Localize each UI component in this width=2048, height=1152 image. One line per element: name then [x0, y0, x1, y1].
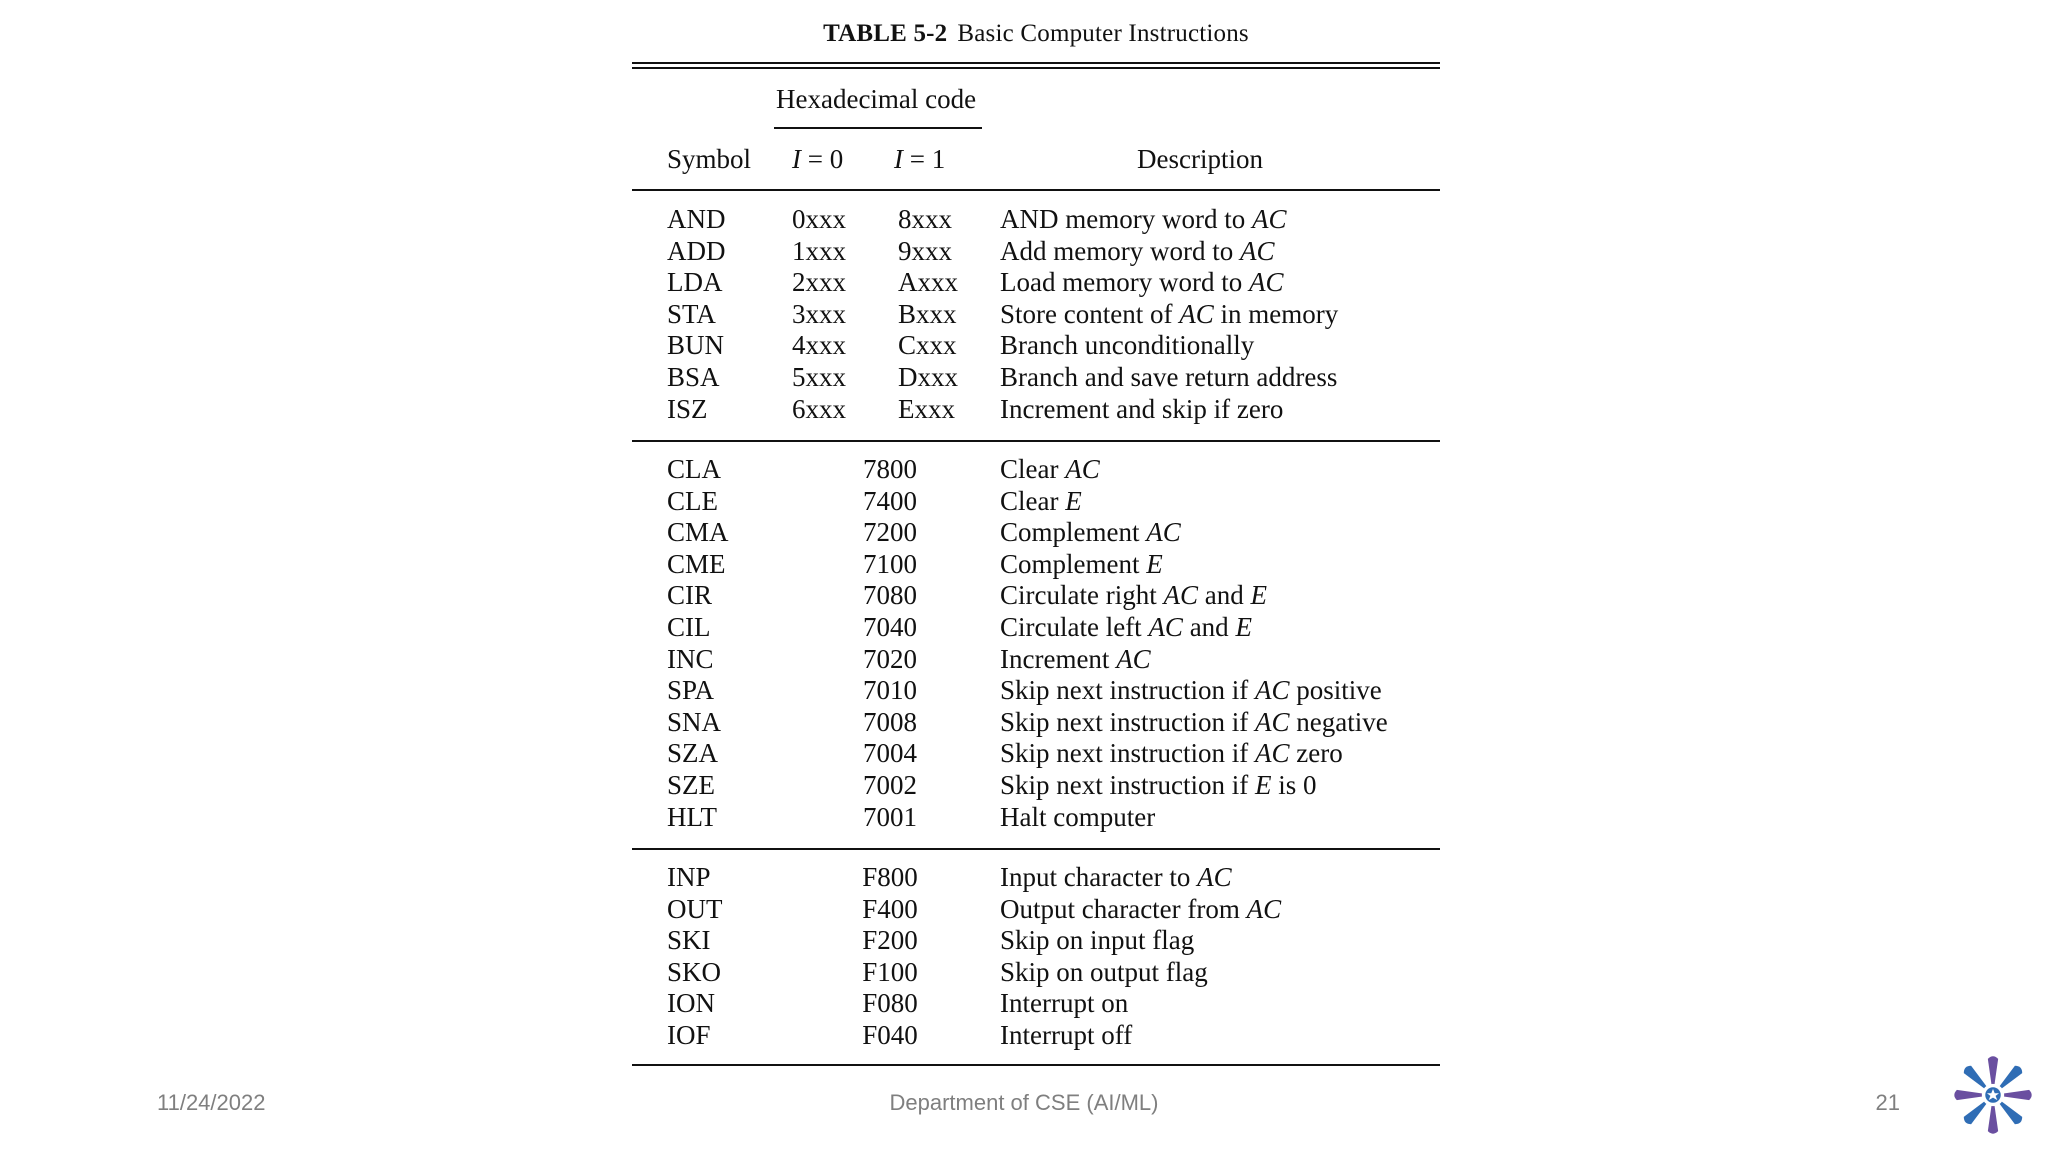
description-text: Skip next instruction if: [1000, 706, 1255, 737]
row-symbol: CLE: [667, 485, 718, 516]
row-code: F800: [862, 862, 918, 892]
row-code-i0: 2xxx: [792, 267, 846, 298]
description-text: Output character from: [1000, 893, 1247, 924]
row-symbol: INC: [667, 643, 714, 674]
description-text: Skip next instruction if: [1000, 770, 1255, 800]
top-rule: [632, 62, 1440, 64]
row-description: [1000, 957, 1208, 988]
row-description: [1000, 517, 1181, 548]
college-emblem-icon: [1950, 1052, 2036, 1138]
row-code-i0: 3xxx: [792, 298, 846, 329]
row-symbol: LDA: [667, 267, 723, 298]
row-code: 7200: [863, 517, 917, 548]
register-name: AC: [1248, 267, 1284, 298]
description-text: zero: [1289, 738, 1343, 769]
hex-code-underline: [774, 127, 982, 129]
table-caption: [632, 20, 1440, 48]
table-row: [632, 267, 1440, 299]
header-i0: [792, 144, 843, 175]
row-description: [1000, 675, 1382, 706]
row-code: 7400: [863, 485, 917, 516]
row-symbol: CLA: [667, 454, 721, 484]
row-description: [1000, 454, 1100, 485]
row-code: 7002: [863, 770, 917, 800]
header-hex-code: Hexadecimal code: [776, 84, 977, 114]
header-i1-var: I: [894, 144, 903, 174]
row-code-i1: Bxxx: [898, 298, 957, 329]
register-name: AC: [1146, 517, 1181, 548]
row-description: [1000, 330, 1254, 361]
register-name: E: [1250, 580, 1267, 611]
row-code-i1: 9xxx: [898, 235, 952, 266]
footer-department: Department of CSE (AI/ML): [889, 1090, 1159, 1115]
header-i0-var: I: [792, 144, 801, 174]
description-text: Skip on output flag: [1000, 956, 1208, 987]
row-code: 7100: [863, 548, 917, 579]
row-symbol: ISZ: [667, 393, 708, 424]
row-code: F200: [862, 925, 918, 956]
row-symbol: SKO: [667, 956, 722, 987]
row-code-i0: 0xxx: [792, 204, 846, 234]
table-row: [632, 675, 1440, 707]
row-symbol: IOF: [667, 1020, 711, 1050]
table-row: [632, 957, 1440, 989]
row-code-i0: 1xxx: [792, 235, 846, 266]
row-code: F080: [862, 988, 918, 1019]
row-symbol: ADD: [667, 235, 726, 266]
table-row: [632, 517, 1440, 549]
description-text: Branch unconditionally: [1000, 330, 1255, 361]
row-symbol: CIL: [667, 612, 711, 642]
row-code: 7008: [863, 706, 917, 737]
row-description: [1000, 770, 1317, 801]
description-text: Clear: [1000, 485, 1066, 516]
table-row: [632, 486, 1440, 518]
row-description: [1000, 267, 1283, 298]
row-symbol: ION: [667, 988, 715, 1019]
description-text: Store content of: [1000, 298, 1180, 329]
row-code-i1: Exxx: [898, 393, 955, 424]
bottom-rule: [632, 1064, 1440, 1066]
description-text: Increment and skip if zero: [1000, 393, 1284, 424]
row-symbol: CME: [667, 548, 726, 579]
register-name: E: [1065, 485, 1082, 516]
row-description: [1000, 894, 1281, 925]
table-row: [632, 738, 1440, 770]
description-text: Clear: [1000, 454, 1066, 484]
row-code-i1: Axxx: [898, 267, 958, 298]
description-text: and: [1197, 580, 1251, 611]
description-text: Skip next instruction if: [1000, 675, 1255, 706]
description-text: Complement: [1000, 517, 1147, 548]
row-code: F400: [862, 893, 918, 924]
description-text: Circulate left: [1000, 612, 1149, 642]
table-row: [632, 802, 1440, 834]
row-code: 7001: [863, 801, 917, 832]
row-description: [1000, 486, 1082, 517]
row-description: [1000, 580, 1267, 611]
table-row: [632, 612, 1440, 644]
row-code: 7004: [863, 738, 917, 769]
description-text: in memory: [1213, 298, 1339, 329]
table-row: [632, 707, 1440, 739]
description-text: Interrupt on: [1000, 988, 1129, 1019]
header-i0-value: = 0: [801, 144, 844, 174]
row-code-i0: 5xxx: [792, 362, 846, 392]
instruction-table: [632, 0, 1440, 1075]
description-text: Circulate right: [1000, 580, 1164, 611]
register-name: AC: [1251, 204, 1287, 234]
register-name: AC: [1179, 298, 1214, 329]
table-row: [632, 925, 1440, 957]
table-row: [632, 454, 1440, 486]
description-text: AND memory word to: [1000, 204, 1252, 234]
row-symbol: OUT: [667, 893, 723, 924]
table-row: [632, 988, 1440, 1020]
description-text: Skip on input flag: [1000, 925, 1195, 956]
table-row: [632, 204, 1440, 236]
row-code-i1: Cxxx: [898, 330, 957, 361]
row-code: F100: [862, 956, 918, 987]
table-row: [632, 862, 1440, 894]
description-text: positive: [1289, 675, 1382, 706]
row-code: F040: [862, 1020, 918, 1050]
row-description: [1000, 925, 1194, 956]
table-row: [632, 894, 1440, 926]
row-symbol: SZE: [667, 770, 716, 800]
table-row: [632, 236, 1440, 268]
row-code: 7040: [863, 612, 917, 642]
table-row: [632, 394, 1440, 426]
row-description: [1000, 236, 1274, 267]
table-number: TABLE 5-2: [823, 20, 948, 47]
row-description: [1000, 362, 1337, 393]
page-number: 21: [1875, 1090, 1900, 1115]
row-symbol: BSA: [667, 362, 720, 392]
table-row: [632, 330, 1440, 362]
row-description: [1000, 1020, 1132, 1051]
register-name: AC: [1239, 235, 1275, 266]
top-rule-second: [632, 67, 1440, 69]
row-symbol: SPA: [667, 675, 715, 706]
register-name: AC: [1254, 675, 1290, 706]
header-i1-value: = 1: [903, 144, 946, 174]
row-description: [1000, 738, 1343, 769]
description-text: Interrupt off: [1000, 1020, 1133, 1050]
table-row: [632, 580, 1440, 612]
header-i1: [894, 144, 945, 175]
group-rule-1: [632, 440, 1440, 442]
row-description: [1000, 644, 1151, 675]
register-name: AC: [1254, 706, 1290, 737]
table-row: [632, 1020, 1440, 1052]
row-description: [1000, 549, 1163, 580]
table-title: Basic Computer Instructions: [957, 20, 1249, 47]
description-text: and: [1182, 612, 1236, 642]
row-code: 7020: [863, 643, 917, 674]
row-description: [1000, 988, 1128, 1019]
register-name: E: [1254, 770, 1272, 800]
description-text: Load memory word to: [1000, 267, 1249, 298]
table-row: [632, 644, 1440, 676]
description-text: Input character to: [1000, 862, 1198, 892]
row-description: [1000, 862, 1232, 893]
register-name: AC: [1065, 454, 1100, 484]
row-description: [1000, 204, 1286, 235]
row-code-i1: 8xxx: [898, 204, 952, 234]
description-text: Complement: [1000, 548, 1147, 579]
description-text: Branch and save return address: [1000, 362, 1338, 392]
row-description: [1000, 707, 1388, 738]
row-code: 7800: [863, 454, 917, 484]
footer-date: 11/24/2022: [157, 1090, 266, 1115]
row-symbol: HLT: [667, 801, 718, 832]
register-name: AC: [1116, 643, 1151, 674]
row-description: [1000, 802, 1155, 833]
description-text: negative: [1289, 706, 1388, 737]
row-symbol: STA: [667, 298, 716, 329]
row-code: 7080: [863, 580, 917, 611]
row-description: [1000, 394, 1283, 425]
row-symbol: SNA: [667, 706, 722, 737]
row-symbol: SKI: [667, 925, 711, 956]
row-symbol: CIR: [667, 580, 713, 611]
register-name: E: [1235, 612, 1252, 642]
group-rule-2: [632, 848, 1440, 850]
register-name: AC: [1163, 580, 1198, 611]
table-row: [632, 770, 1440, 802]
description-text: Skip next instruction if: [1000, 738, 1255, 769]
description-text: Add memory word to: [1000, 235, 1240, 266]
header-rule: [632, 189, 1440, 191]
row-description: [1000, 612, 1252, 643]
description-text: Halt computer: [1000, 801, 1156, 832]
row-code-i0: 4xxx: [792, 330, 846, 361]
table-row: [632, 362, 1440, 394]
row-symbol: CMA: [667, 517, 729, 548]
register-name: AC: [1254, 738, 1290, 769]
register-name: AC: [1197, 862, 1232, 892]
table-row: [632, 549, 1440, 581]
header-symbol: Symbol: [667, 144, 752, 174]
row-code-i0: 6xxx: [792, 393, 846, 424]
register-name: AC: [1246, 893, 1282, 924]
register-name: E: [1146, 548, 1163, 579]
row-code-i1: Dxxx: [898, 362, 958, 392]
row-symbol: INP: [667, 862, 711, 892]
register-name: AC: [1148, 612, 1183, 642]
row-symbol: AND: [667, 204, 726, 234]
row-symbol: BUN: [667, 330, 725, 361]
description-text: is 0: [1271, 770, 1317, 800]
description-text: Increment: [1000, 643, 1117, 674]
header-description: Description: [1137, 144, 1263, 174]
row-symbol: SZA: [667, 738, 719, 769]
row-description: [1000, 299, 1338, 330]
table-row: [632, 299, 1440, 331]
row-code: 7010: [863, 675, 917, 706]
